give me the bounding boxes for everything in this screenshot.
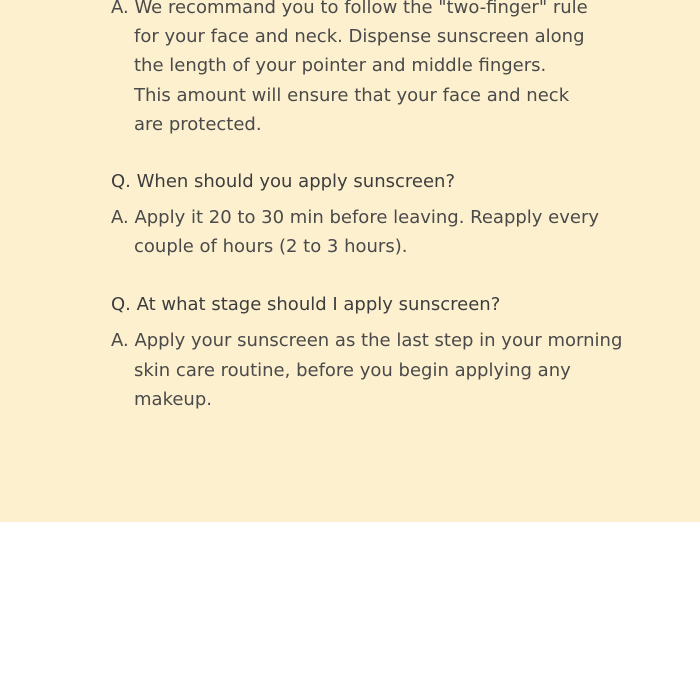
answer-line: couple of hours (2 to 3 hours). xyxy=(134,236,408,257)
answer-line: A. Apply it 20 to 30 min before leaving. Reapply every xyxy=(111,207,600,228)
answer-line: A. We recommand you to follow the "two-finger" rule xyxy=(111,0,588,18)
answer-line: for your face and neck. Dispense sunscreen along xyxy=(134,26,585,47)
answer-line: makeup. xyxy=(134,389,212,410)
answer-line: the length of your pointer and middle fingers. xyxy=(134,55,547,76)
answer-line: skin care routine, before you begin applying any xyxy=(134,360,571,381)
answer-line: This amount will ensure that your face and neck xyxy=(134,85,570,106)
faq-question: Q. When should you apply sunscreen? xyxy=(111,171,456,192)
faq-question: Q. At what stage should I apply sunscreen? xyxy=(111,294,501,315)
answer-line: A. Apply your sunscreen as the last step in your morning xyxy=(111,330,623,351)
page-blank-area xyxy=(0,522,700,690)
answer-line: are protected. xyxy=(134,114,262,135)
